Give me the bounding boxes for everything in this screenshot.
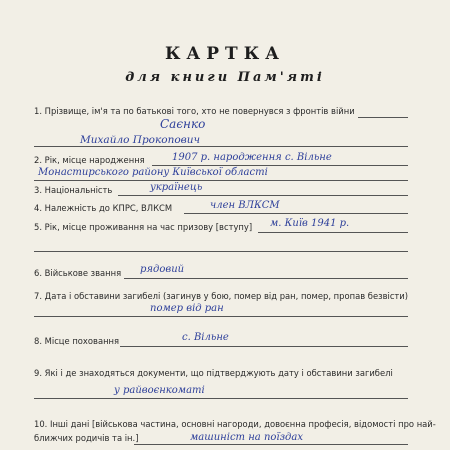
field-6-value: рядовий [140, 264, 185, 275]
field-1-label: 1. Прізвище, ім'я та по батькові того, хто не повернувся з фронтів війни [34, 106, 355, 116]
field-2-value-line2: Монастирського району Київської області [38, 167, 268, 178]
field-3-line [118, 195, 408, 196]
field-5-label: 5. Рік, місце проживання на час призову [вступу] [34, 222, 253, 232]
field-4-line [184, 213, 408, 214]
field-7-label: 7. Дата і обставини загибелі (загинув у бою, помер від ран, помер, пропав безвісти) [34, 291, 409, 301]
card-subtitle: для книги Пам'яті [125, 70, 325, 85]
field-2-line-b [34, 180, 408, 181]
field-6-label: 6. Військове звання [34, 268, 122, 278]
field-9-line [34, 398, 408, 399]
field-10-value: машиніст на поїздах [190, 432, 303, 443]
field-7-line [34, 316, 408, 317]
field-9-value: у райвоєнкоматі [114, 385, 205, 396]
field-8-value: с. Вільне [182, 332, 229, 343]
field-5-line-b [34, 251, 408, 252]
field-6-line [124, 278, 408, 279]
field-2-value-line1: 1907 р. народження с. Вільне [172, 152, 332, 163]
field-1-value-name: Михайло Прокопович [80, 134, 201, 146]
field-10-line [134, 444, 408, 445]
field-5-value: м. Київ 1941 р. [270, 218, 350, 229]
field-8-label: 8. Місце поховання [34, 336, 120, 346]
field-4-label: 4. Належність до КПРС, ВЛКСМ [34, 203, 173, 213]
field-9-label: 9. Які і де знаходяться документи, що підтверджують дату і обставини загибелі [34, 368, 393, 378]
field-3-label: 3. Національність [34, 185, 113, 195]
card-title: КАРТКА [164, 44, 286, 64]
field-4-value: член ВЛКСМ [210, 200, 280, 211]
field-8-line [120, 346, 408, 347]
field-7-value: помер від ран [150, 303, 224, 314]
field-1-line-a [358, 117, 408, 118]
field-3-value: українець [150, 182, 203, 193]
field-10-label-line2: ближчих родичів та ін.] [34, 433, 139, 443]
field-10-label-line1: 10. Інші дані [військова частина, основні нагороди, довоєнна професія, відомості про най- [34, 419, 436, 429]
field-2-label: 2. Рік, місце народження [34, 155, 145, 165]
field-1-line-b [34, 146, 408, 147]
field-1-value-surname: Саєнко [160, 117, 206, 131]
field-5-line-a [258, 232, 408, 233]
field-2-line-a [152, 165, 408, 166]
